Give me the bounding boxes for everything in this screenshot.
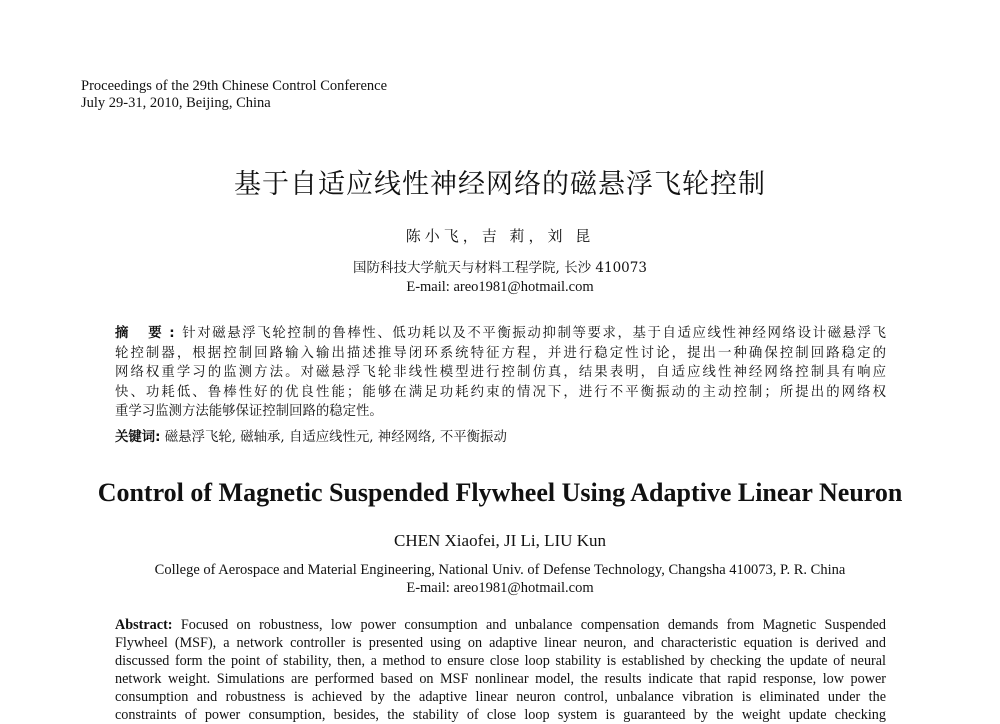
chinese-affiliation: 国防科技大学航天与材料工程学院, 长沙 410073	[353, 260, 647, 276]
conference-header	[81, 78, 387, 112]
chinese-title: 基于自适应线性神经网络的磁悬浮飞轮控制	[234, 169, 766, 200]
chinese-email: E-mail: areo1981@hotmail.com	[406, 279, 594, 295]
english-authors: CHEN Xiaofei, JI Li, LIU Kun	[394, 531, 606, 550]
english-abstract-line: discussed form the point of stability, then, a method to ensure close loop stability is established by checking the update of neural	[115, 653, 886, 669]
chinese-keywords	[115, 428, 886, 447]
chinese-abstract-line: 网络权重学习的监测方法。对磁悬浮飞轮非线性模型进行控制仿真，结果表明，自适应线性神经网络控制具有响应	[115, 365, 886, 381]
date-location-line: July 29-31, 2010, Beijing, China	[81, 95, 271, 111]
chinese-abstract-label: 摘 要:	[115, 326, 181, 341]
english-abstract-line: network weight. Simulations are performed based on MSF nonlinear model, the results indicate that rapid response, low power	[115, 671, 886, 687]
english-abstract-line: Flywheel (MSF), a network controller is presented using on adaptive linear neuron, and characteristic equation is derived and	[115, 635, 886, 651]
english-abstract-line: consumption and robustness is achieved by the adaptive linear neuron control, unbalance vibration is eliminated under the	[115, 689, 886, 705]
proceedings-line: Proceedings of the 29th Chinese Control Conference	[81, 78, 388, 94]
english-email: E-mail: areo1981@hotmail.com	[406, 580, 594, 596]
chinese-keywords-text: 磁悬浮飞轮, 磁轴承, 自适应线性元, 神经网络, 不平衡振动	[164, 430, 507, 445]
english-abstract-line	[115, 616, 886, 634]
english-affiliation: College of Aerospace and Material Engineering, National Univ. of Defense Technology, Changsha 410073, P. R. China	[154, 562, 846, 578]
chinese-abstract-line: 快、功耗低、鲁棒性好的优良性能；能够在满足功耗约束的情况下，进行不平衡振动的主动控制；所提出的网络权	[115, 384, 886, 400]
english-abstract-text: Focused on robustness, low power consumption and unbalance compensation demands from Magnetic Suspended	[180, 617, 887, 633]
chinese-abstract-line: 轮控制器，根据控制回路输入输出描述推导闭环系统特征方程，并进行稳定性讨论，提出一种确保控制回路稳定的	[115, 345, 886, 361]
chinese-authors: 陈小飞，吉 莉，刘 昆	[405, 227, 595, 245]
chinese-abstract-line: 重学习监测方法能够保证控制回路的稳定性。	[115, 404, 383, 420]
chinese-keywords-label: 关键词:	[115, 430, 161, 445]
english-title: Control of Magnetic Suspended Flywheel Using Adaptive Linear Neuron	[97, 478, 903, 507]
chinese-abstract-line	[115, 324, 886, 344]
chinese-abstract	[115, 324, 886, 422]
english-abstract	[115, 616, 886, 724]
chinese-abstract-text: 针对磁悬浮飞轮控制的鲁棒性、低功耗以及不平衡振动抑制等要求，基于自适应线性神经网络设计磁悬浮飞	[180, 326, 886, 341]
english-abstract-label: Abstract:	[115, 617, 173, 633]
english-abstract-line: constraints of power consumption, besides, the stability of close loop system is guaranteed by the weight update checking	[115, 707, 886, 723]
